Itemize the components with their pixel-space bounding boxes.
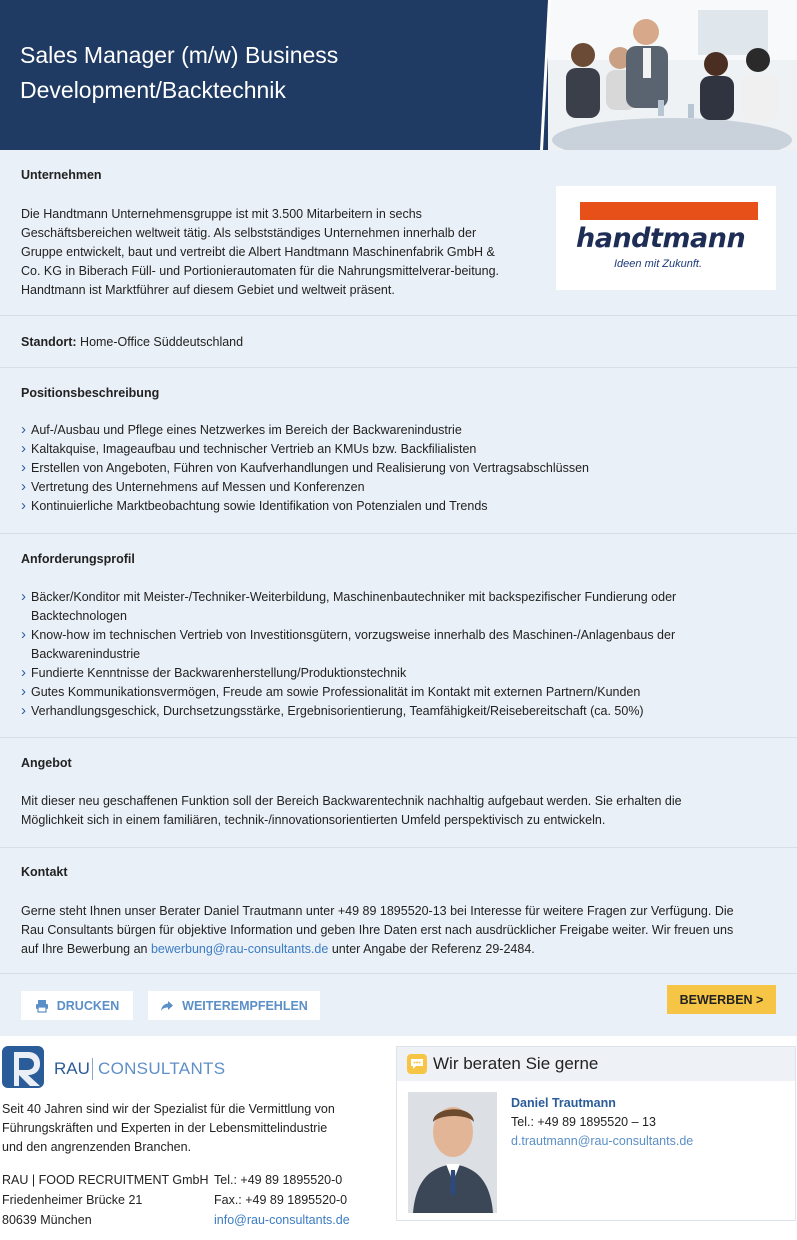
offer-line: Möglichkeit sich in einem familiären, technik-/innovationsorientierten Umfeld perspektivisch zu entwickeln. bbox=[21, 813, 606, 827]
company-line: Gruppe entwickelt, baut und vertreibt die Albert Handtmann Maschinenfabrik GmbH & bbox=[21, 245, 495, 259]
handtmann-logo bbox=[556, 186, 776, 290]
location bbox=[21, 333, 243, 352]
share-arrow-icon bbox=[160, 999, 174, 1013]
print-button-label: DRUCKEN bbox=[56, 998, 120, 1013]
section-kontakt bbox=[0, 848, 797, 974]
contact-line-suffix: unter Angabe der Referenz 29-2484. bbox=[328, 942, 535, 956]
recommend-button[interactable] bbox=[148, 991, 320, 1020]
section-title-angebot: Angebot bbox=[21, 756, 72, 770]
list-item: › Know-how im technischen Vertrieb von Investitionsgütern, vorzugsweise innerhalb des Maschinen-/Anlagenbaus der Backwarenindustrie bbox=[21, 626, 761, 664]
company-name: RAU | FOOD RECRUITMENT GmbH bbox=[2, 1173, 209, 1187]
company-tel: Tel.: +49 89 1895520-0 bbox=[214, 1173, 343, 1187]
section-title-kontakt: Kontakt bbox=[21, 865, 68, 879]
job-title bbox=[20, 38, 520, 108]
advisor-email-link[interactable]: d.trautmann@rau-consultants.de bbox=[511, 1134, 694, 1148]
section-title-anforderung: Anforderungsprofil bbox=[21, 552, 135, 566]
logo-tagline: Ideen mit Zukunft. bbox=[614, 258, 703, 270]
advisor-box-title: Wir beraten Sie gerne bbox=[433, 1054, 599, 1073]
tagline-line: und den angrenzenden Branchen. bbox=[2, 1140, 192, 1154]
contact-text bbox=[21, 902, 786, 959]
company-description bbox=[21, 205, 541, 300]
advisor-name: Daniel Trautmann bbox=[511, 1096, 616, 1110]
company-address bbox=[2, 1170, 209, 1230]
company-line: Geschäftsbereichen weltweit tätig. Als selbstständiges Unternehmen innerhalb der bbox=[21, 226, 477, 240]
contact-line bbox=[21, 940, 786, 959]
application-email-link[interactable]: bewerbung@rau-consultants.de bbox=[150, 942, 329, 956]
company-line: Co. KG in Biberach Füll- und Portionierautomaten für die Nahrungsmittelverar-beitung. bbox=[21, 264, 500, 278]
section-anforderungsprofil bbox=[0, 534, 797, 738]
job-details-card bbox=[0, 150, 797, 1036]
list-item: › Bäcker/Konditor mit Meister-/Techniker-Weiterbildung, Maschinenbautechniker mit backspezifischer Fundierung oder Backtechnologen bbox=[21, 588, 761, 626]
list-item: › Fundierte Kenntnisse der Backwarenherstellung/Produktionstechnik bbox=[21, 664, 761, 683]
offer-line: Mit dieser neu geschaffenen Funktion soll der Bereich Backwarentechnik nachhaltig aufgebaut werden. Sie erhalten die bbox=[21, 794, 682, 808]
recommend-button-label: WEITEREMPFEHLEN bbox=[182, 998, 308, 1013]
chat-icon bbox=[407, 1054, 427, 1074]
brand-separator bbox=[92, 1058, 93, 1080]
company-line: Handtmann ist Marktführer auf diesem Gebiet und weltweit präsent. bbox=[21, 283, 395, 297]
company-city: 80639 München bbox=[2, 1213, 92, 1227]
list-item: › Auf-/Ausbau und Pflege eines Netzwerkes im Bereich der Backwarenindustrie bbox=[21, 421, 771, 440]
list-item: › Vertretung des Unternehmens auf Messen und Konferenzen bbox=[21, 478, 771, 497]
tagline-line: Führungskräften und Experten in der Lebensmittelindustrie bbox=[2, 1121, 328, 1135]
logo-wordmark: handtmann bbox=[576, 223, 746, 254]
advisor-box bbox=[396, 1046, 796, 1221]
company-line: Die Handtmann Unternehmensgruppe ist mit 3.500 Mitarbeitern in sechs bbox=[21, 207, 422, 221]
advisor-photo bbox=[408, 1092, 497, 1213]
list-item: › Erstellen von Angeboten, Führen von Kaufverhandlungen und Realisierung von Vertragsabschlüssen bbox=[21, 459, 771, 478]
contact-line: Gerne steht Ihnen unser Berater Daniel Trautmann unter +49 89 1895520-13 bei Interesse für weitere Fragen zur Verfügung. Die bbox=[21, 904, 734, 918]
apply-button-label: BEWERBEN > bbox=[679, 992, 764, 1007]
advisor-box-header bbox=[397, 1047, 795, 1081]
brand-rau: RAU bbox=[54, 1059, 90, 1078]
printer-icon bbox=[35, 999, 49, 1013]
advisor-tel: Tel.: +49 89 1895520 – 13 bbox=[511, 1115, 656, 1129]
rau-logo-icon bbox=[2, 1046, 44, 1088]
meeting-photo bbox=[548, 0, 797, 150]
tagline-line: Seit 40 Jahren sind wir der Spezialist für die Vermittlung von bbox=[2, 1102, 335, 1116]
contact-line-prefix: auf Ihre Bewerbung an bbox=[21, 942, 151, 956]
list-item: › Kaltakquise, Imageaufbau und technischer Vertrieb an KMUs bzw. Backfilialisten bbox=[21, 440, 771, 459]
job-title-line-2: Development/Backtechnik bbox=[20, 77, 286, 103]
logo-orange-bar bbox=[580, 202, 758, 220]
company-contact bbox=[214, 1170, 350, 1230]
section-angebot bbox=[0, 738, 797, 848]
requirements-list bbox=[21, 588, 761, 721]
list-item: › Gutes Kommunikationsvermögen, Freude am sowie Professionalität im Kontakt mit externen Partnern/Kunden bbox=[21, 683, 761, 702]
list-item: › Verhandlungsgeschick, Durchsetzungsstärke, Ergebnisorientierung, Teamfähigkeit/Reisebereitschaft (ca. 50%) bbox=[21, 702, 761, 721]
apply-button[interactable] bbox=[667, 985, 776, 1014]
section-standort bbox=[0, 316, 797, 368]
company-email-link[interactable]: info@rau-consultants.de bbox=[214, 1213, 350, 1227]
print-button[interactable] bbox=[21, 991, 133, 1020]
location-value: Home-Office Süddeutschland bbox=[76, 335, 244, 349]
position-list bbox=[21, 421, 771, 516]
company-tagline bbox=[2, 1100, 372, 1157]
company-street: Friedenheimer Brücke 21 bbox=[2, 1193, 143, 1207]
section-unternehmen bbox=[0, 150, 797, 316]
section-positionsbeschreibung bbox=[0, 368, 797, 534]
contact-line: Rau Consultants bürgen für objektive Information und geben Ihre Daten erst nach ausdrücklicher Freigabe weiter. Wir freuen uns bbox=[21, 923, 734, 937]
header-banner bbox=[0, 0, 797, 150]
company-fax: Fax.: +49 89 1895520-0 bbox=[214, 1193, 348, 1207]
list-item: › Kontinuierliche Marktbeobachtung sowie Identifikation von Potenzialen und Trends bbox=[21, 497, 771, 516]
section-title-position: Positionsbeschreibung bbox=[21, 386, 160, 400]
location-label: Standort: bbox=[21, 335, 77, 349]
header-divider bbox=[520, 0, 580, 150]
job-title-line-1: Sales Manager (m/w) Business bbox=[20, 42, 339, 68]
section-title-unternehmen: Unternehmen bbox=[21, 168, 102, 182]
brand-consultants: CONSULTANTS bbox=[98, 1059, 226, 1078]
offer-text bbox=[21, 792, 781, 830]
